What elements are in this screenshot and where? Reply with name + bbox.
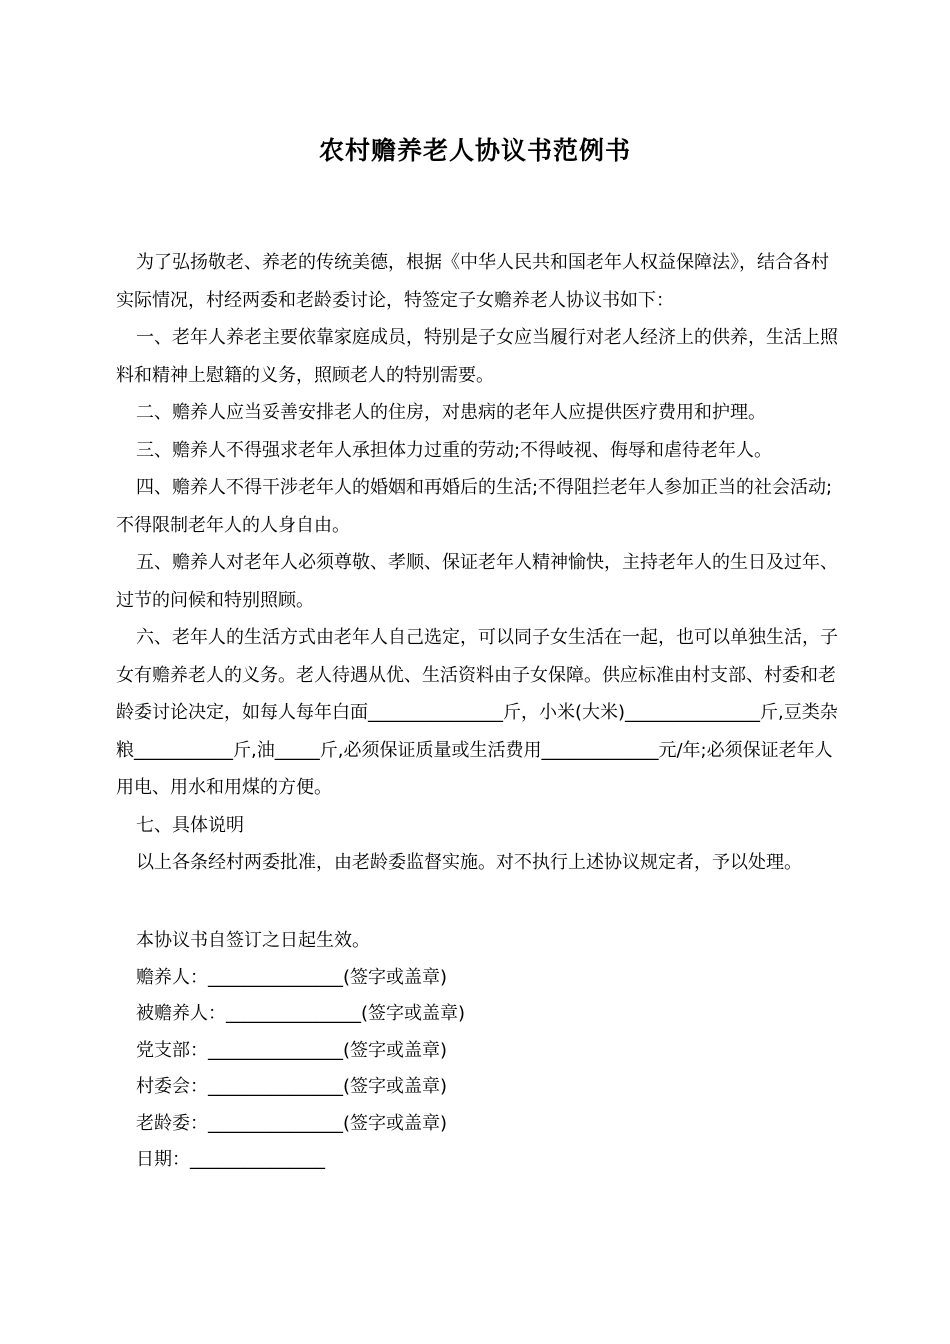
- signature-supported: 被赡养人：_______________(签字或盖章): [136, 1003, 466, 1024]
- effective-statement: 本协议书自签订之日起生效。: [136, 930, 370, 951]
- clause-7: 七、具体说明: [136, 814, 244, 836]
- clause-4: 四、赡养人不得干涉老年人的婚姻和再婚后的生活;不得阻拦老年人参加正当的社会活动;不得限制老年人的人身自由。: [116, 477, 833, 536]
- intro-paragraph: 为了弘扬敬老、养老的传统美德，根据《中华人民共和国老年人权益保障法》，结合各村实际情况，村经两委和老龄委讨论，特签定子女赡养老人协议书如下：: [116, 252, 829, 311]
- clause-6: 六、老年人的生活方式由老年人自己选定，可以同子女生活在一起，也可以单独生活，子女有赡养老人的义务。老人待遇从优、生活资料由子女保障。供应标准由村支部、村委和老龄委讨论决定，如每人每年白面_______________斤，小米(大米)_______________斤,豆类杂粮___________斤,油_____斤,必须保证质量或生活费用_____________元/年;必须保证老年人用电、用水和用煤的方便。: [116, 627, 838, 798]
- signature-date: 日期：_______________: [136, 1149, 325, 1170]
- signature-supporter: 赡养人：_______________(签字或盖章): [136, 966, 448, 988]
- clause-5: 五、赡养人对老年人必须尊敬、孝顺、保证老年人精神愉快，主持老年人的生日及过年、过节的问候和特别照顾。: [116, 552, 838, 611]
- closing-paragraph: 以上各条经村两委批准，由老龄委监督实施。对不执行上述协议规定者，予以处理。: [136, 852, 802, 873]
- signature-party-branch: 党支部：_______________(签字或盖章): [136, 1039, 448, 1061]
- clause-3: 三、赡养人不得强求老年人承担体力过重的劳动;不得岐视、侮辱和虐待老年人。: [136, 439, 773, 461]
- clause-1: 一、老年人养老主要依靠家庭成员，特别是子女应当履行对老人经济上的供养，生活上照料和精神上慰籍的义务，照顾老人的特别需要。: [116, 327, 838, 386]
- clause-2: 二、赡养人应当妥善安排老人的住房，对患病的老年人应提供医疗费用和护理。: [136, 402, 766, 423]
- document-body: [116, 244, 838, 882]
- signature-village-committee: 村委会：_______________(签字或盖章): [136, 1076, 448, 1097]
- signature-aging-committee: 老龄委：_______________(签字或盖章): [136, 1112, 448, 1134]
- document-title: 农村赡养老人协议书范例书: [318, 136, 631, 165]
- signature-block: [136, 923, 465, 1179]
